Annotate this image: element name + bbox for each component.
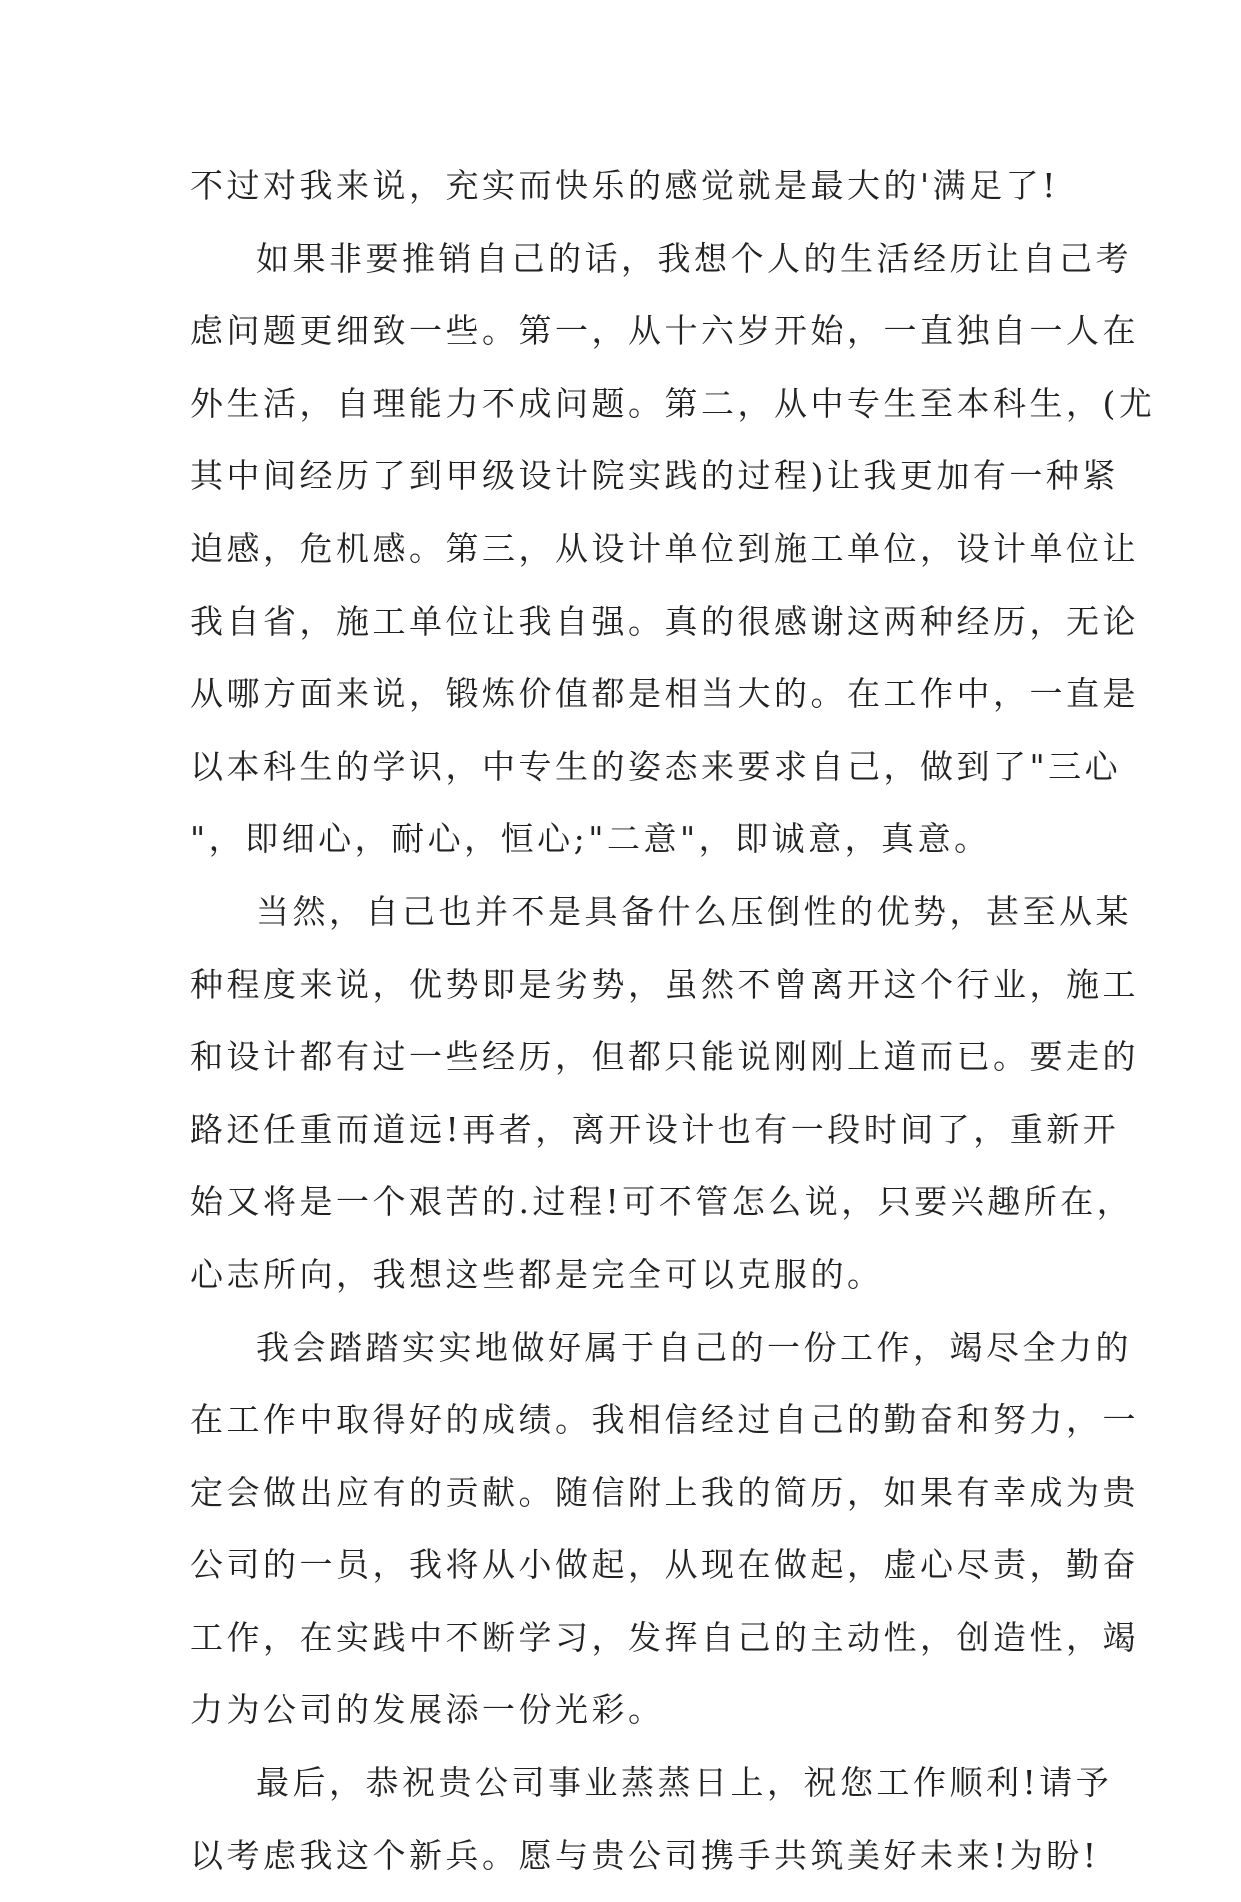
text-line: 我会踏踏实实地做好属于自己的一份工作，竭尽全力的: [256, 1327, 1132, 1367]
paragraph-4: [190, 1322, 1139, 1758]
text-line: 种程度来说，优势即是劣势，虽然不曾离开这个行业，施工: [190, 964, 1139, 1004]
text-line: 外生活，自理能力不成问题。第二，从中专生至本科生，(尤: [190, 383, 1156, 423]
text-line: 心志所向，我想这些都是完全可以克服的。: [190, 1254, 884, 1294]
paragraph-1: [190, 160, 1070, 233]
text-line: 和设计都有过一些经历，但都只能说刚刚上道而已。要走的: [190, 1037, 1139, 1077]
letter-body: [190, 160, 1156, 1902]
text-line: 虑问题更细致一些。第一，从十六岁开始，一直独自一人在: [190, 311, 1139, 351]
text-line: 从哪方面来说，锻炼价值都是相当大的。在工作中，一直是: [190, 674, 1139, 714]
text-line: 如果非要推销自己的话，我想个人的生活经历让自己考: [256, 238, 1132, 278]
text-line: 路还任重而道远!再者，离开设计也有一段时间了，重新开: [190, 1109, 1120, 1149]
text-line: 工作，在实践中不断学习，发挥自己的主动性，创造性，竭: [190, 1617, 1139, 1657]
text-line: 公司的一员，我将从小做起，从现在做起，虚心尽责，勤奋: [190, 1545, 1139, 1585]
text-line: 以本科生的学识，中专生的姿态来要求自己，做到了"三心: [190, 746, 1122, 786]
text-line: "，即细心，耐心，恒心;"二意"，即诚意，真意。: [190, 819, 991, 859]
paragraph-3: [190, 886, 1139, 1322]
paragraph-2: [190, 233, 1156, 886]
text-line: 最后，恭祝贵公司事业蒸蒸日上，祝您工作顺利!请予: [256, 1763, 1113, 1803]
text-line: 当然，自己也并不是具备什么压倒性的优势，甚至从某: [256, 891, 1132, 931]
text-line: 在工作中取得好的成绩。我相信经过自己的勤奋和努力，一: [190, 1400, 1139, 1440]
paragraph-5: [190, 1757, 1113, 1902]
text-line: 始又将是一个艰苦的.过程!可不管怎么说，只要兴趣所在，: [190, 1182, 1134, 1222]
text-line: 迫感，危机感。第三，从设计单位到施工单位，设计单位让: [190, 528, 1139, 568]
text-line: 力为公司的发展添一份光彩。: [190, 1690, 665, 1730]
text-line: 我自省，施工单位让我自强。真的很感谢这两种经历，无论: [190, 601, 1139, 641]
text-line: 不过对我来说，充实而快乐的感觉就是最大的'满足了!: [190, 166, 1059, 205]
text-line: 定会做出应有的贡献。随信附上我的简历，如果有幸成为贵: [190, 1472, 1139, 1512]
text-line: 以考虑我这个新兵。愿与贵公司携手共筑美好未来!为盼!: [190, 1835, 1100, 1875]
text-line: 其中间经历了到甲级设计院实践的过程)让我更加有一种紧: [190, 456, 1119, 496]
